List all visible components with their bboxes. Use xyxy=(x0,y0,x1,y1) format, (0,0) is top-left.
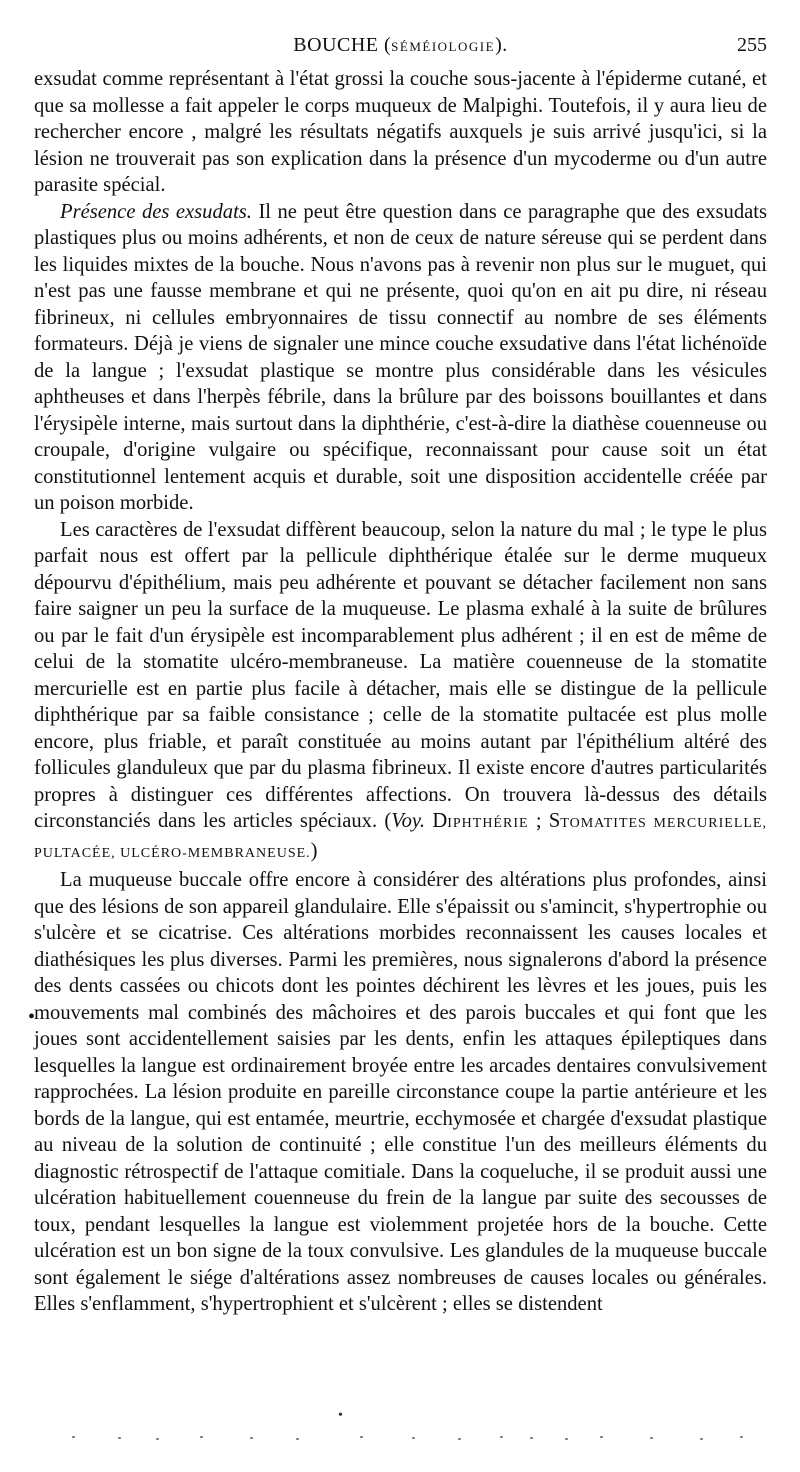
running-title xyxy=(34,30,767,62)
bleed-through-dots xyxy=(60,1436,750,1446)
scan-artifact-dot xyxy=(72,1436,75,1438)
page-number: 255 xyxy=(737,34,767,56)
paragraph-4: La muqueuse buccale offre encore à considérer des altérations plus profondes, ainsi que des lésions de son appareil glandulaire. Elle s'épaissit ou s'amincit, s'hypertrophie ou s'ulcère et se cicatrise. Ces altérations morbides reconnaissent les causes locales et diathésiques les plus diverses. Parmi les premières, nous signalerons d'abord la présence des dents cassées ou chicots dont les pointes déchirent les lèvres et les joues, puis les mouvements mal combinés des mâchoires et des parois buccales et qui font que les joues sont accidentellement saisies par les dents, enfin les attaques épileptiques dans lesquelles la langue est ordinairement broyée entre les arcades dentaires convulsivement rapprochées. La lésion produite en pareille circonstance coupe la partie antérieure et les bords de la langue, qui est entamée, meurtrie, ecchymosée et chargée d'exsudat plastique au niveau de la solution de continuité ; elle constitue l'un des meilleurs éléments du diagnostic rétrospectif de l'attaque comitiale. Dans la coqueluche, il se produit aussi une ulcération habituellement couenneuse du frein de la langue par suite des secousses de toux, pendant lesquelles la langue est violemment projetée hors de la bouche. Cette ulcération est un bon signe de la toux convulsive. Les glandules de la muqueuse buccale sont également le siége d'altérations assez nombreuses de causes locales ou générales. Elles s'enflamment, s'hypertrophient et s'ulcèrent ; elles se distendent xyxy=(34,869,767,1315)
scan-artifact-dot xyxy=(118,1437,121,1439)
paragraph-3-text: Les caractères de l'exsudat diffèrent beaucoup, selon la nature du mal ; le type le plus parfait nous est offert par la pellicule diphthérique étalée sur le derme muqueux dépourvu d'épithélium, mais peu adhérente et pouvant se détacher facilement non sans faire saigner un peu la surface de la muqueuse. Le plasma exhalé à la suite de brûlures ou par le fait d'un érysipèle est incomparablement plus adhérent ; il en est de même de celui de la stomatite ulcéro-membraneuse. La matière couenneuse de la stomatite mercurielle est en partie plus facile à détacher, mais elle se distingue de la pellicule diphthérique par sa faible consistance ; celle de la stomatite pultacée est plus molle encore, plus friable, et paraît constituée au moins autant par l'épithélium altéré des follicules glanduleux que par du plasma fibrineux. Il existe encore d'autres particularités propres à distinguer ces différentes affections. On trouvera là-dessus des détails circonstanciés dans les articles spéciaux. ( xyxy=(34,518,767,832)
running-header xyxy=(34,30,767,60)
paragraph-1: exsudat comme représentant à l'état grossi la couche sous-jacente à l'épiderme cutané, et que sa mollesse a fait appeler le corps muqueux de Malpighi. Toutefois, il y aura lieu de rechercher encore , malgré les résultats négatifs auxquels je suis arrivé jusqu'ici, si la lésion ne trouverait pas son explication dans la présence d'un mycoderme ou d'un autre parasite spécial. xyxy=(34,68,767,196)
scan-artifact-dot xyxy=(200,1436,203,1438)
title-paren-close: ). xyxy=(495,34,508,56)
scan-artifact-dot xyxy=(565,1438,568,1440)
ref-diphtherie: IPHTHÉRIE xyxy=(447,816,529,831)
scan-artifact-dot xyxy=(156,1438,159,1440)
scan-artifact-dot xyxy=(296,1438,299,1440)
margin-bullet-mark: • xyxy=(28,1006,36,1028)
ref-stomatites: TOMATITES MERCURIELLE, PULTACÉE, ULCÉRO-MEMBRANEUSE. xyxy=(34,816,767,861)
title-paren-open: ( xyxy=(384,34,392,56)
voy-reference: Voy. xyxy=(391,810,426,832)
scan-artifact-dot xyxy=(600,1436,603,1438)
scan-artifact-dot xyxy=(530,1437,533,1439)
scan-artifact-dot xyxy=(740,1436,743,1438)
scan-artifact-dot xyxy=(500,1436,503,1438)
body-text xyxy=(34,66,767,1318)
scan-artifact-dot xyxy=(650,1437,653,1439)
paragraph-2 xyxy=(34,199,767,517)
paragraph-3 xyxy=(34,517,767,868)
paragraph-2-text: Il ne peut être question dans ce paragraphe que des exsudats plastiques plus ou moins adhérents, et non de ceux de nature séreuse qui se perdent dans les liquides mixtes de la bouche. Nous n'avons pas à revenir non plus sur le muguet, qui n'est pas une fausse membrane et qui ne présente, quoi qu'on en ait pu dire, ni réseau fibrineux, ni cellules embryonnaires de tissu connectif au nombre de ses éléments formateurs. Déjà je viens de signaler une mince couche exsudative dans l'état lichénoïde de la langue ; l'exsudat plastique se montre plus considérable dans les vésicules aphtheuses et dans l'herpès fébrile, dans la brûlure par des boissons bouillantes et dans l'érysipèle interne, mais surtout dans la diphthérie, c'est-à-dire la diathèse couenneuse ou croupale, d'origine vulgaire ou spécifique, reconnaissant pour cause soit un état constitutionnel lentement acquis et durable, soit une disposition accidentelle créée par un poison morbide. xyxy=(34,200,767,514)
ref-close-paren: ) xyxy=(310,839,318,862)
scan-artifact-dot xyxy=(412,1437,415,1439)
scan-artifact-dot xyxy=(250,1437,253,1439)
section-lead-presence-exsudats: Présence des exsudats. xyxy=(60,200,252,223)
scan-artifact-dot xyxy=(360,1436,363,1438)
center-dot-mark: • xyxy=(338,1408,343,1423)
title-main: BOUCHE xyxy=(293,34,384,56)
title-subtitle: SÉMÉIOLOGIE xyxy=(391,39,496,54)
ref-initial-d: D xyxy=(425,810,448,832)
ref-separator: ; S xyxy=(528,810,561,832)
scan-artifact-dot xyxy=(458,1438,461,1440)
scan-artifact-dot xyxy=(700,1438,703,1440)
